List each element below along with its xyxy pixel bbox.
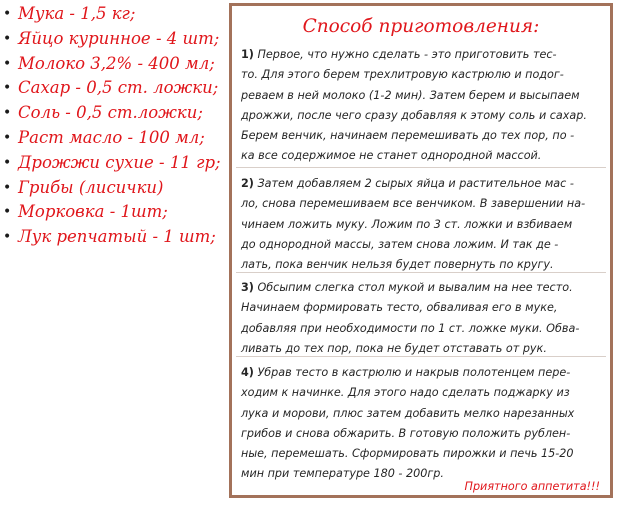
ingredient-text: Соль - 0,5 ст.ложки; [18,103,203,123]
ingredient-item [0,27,228,52]
step-line [241,174,607,194]
step-text: Обсыпим слегка стол мукой и вывалим на нее тесто. [257,281,573,294]
step-line: ходим к начинке. Для этого надо сделать поджарку из [241,386,570,400]
step-line: ные, перемешать. Сформировать пирожки и печь 15-20 [241,447,574,461]
step-line: до однородной массы, затем снова ложим. И так де - [241,237,559,251]
ingredient-item [0,151,228,176]
step-number: 2) [241,177,254,190]
bullet-icon: • [3,204,12,221]
step-line: добавляя при необходимости по 1 ст. ложке муки. Обва- [241,321,580,335]
recipe-step-2 [241,174,607,275]
step-divider [236,167,606,168]
ingredient-item [0,176,228,201]
ingredient-text: Яйцо куринное - 4 шт; [18,28,220,48]
ingredient-text: Мука - 1,5 кг; [18,4,136,23]
recipe-step-1 [241,45,607,167]
step-line: ливать до тех пор, пока не будет отставать от рук. [241,341,547,355]
step-line: ка все содержимое не станет однородной массой. [241,149,542,163]
ingredient-text: Лук репчатый - 1 шт; [18,227,216,247]
ingredient-item [0,225,228,250]
closing-wish: Приятного аппетита!!! [464,480,600,493]
step-line: ло, снова перемешиваем все венчиком. В завершении на- [241,197,586,211]
bullet-icon: • [3,105,12,122]
ingredients-list [0,2,228,250]
step-text: Убрав тесто в кастрюлю и накрыв полотенцем пере- [257,366,571,379]
step-line: Берем венчик, начинаем перемешивать до тех пор, по - [241,129,575,143]
recipe-card [229,3,613,498]
ingredient-text: Сахар - 0,5 ст. ложки; [18,78,219,98]
ingredient-item [0,76,228,101]
step-text: Затем добавляем 2 сырых яйца и растительное мас - [257,177,574,190]
step-line: мин при температуре 180 - 200гр. [241,467,444,481]
ingredient-item [0,101,228,126]
step-number: 3) [241,281,254,294]
ingredient-text: Молоко 3,2% - 400 мл; [18,53,215,73]
bullet-icon: • [3,30,12,47]
step-line [241,278,607,298]
step-divider [236,356,606,357]
bullet-icon: • [3,229,12,246]
ingredient-item [0,200,228,225]
ingredient-item [0,2,228,27]
step-line: то. Для этого берем трехлитровую кастрюлю и подог- [241,68,564,82]
step-line [241,45,607,65]
step-line: реваем в ней молоко (1-2 мин). Затем берем и высыпаем [241,88,580,102]
recipe-step-3 [241,278,607,359]
bullet-icon: • [3,6,12,22]
step-number: 4) [241,366,254,379]
ingredient-text: Грибы (лисички) [18,177,164,197]
bullet-icon: • [3,80,12,97]
step-divider [236,272,606,273]
bullet-icon: • [3,129,12,146]
ingredient-item [0,126,228,151]
bullet-icon: • [3,179,12,196]
step-line: лука и морови, плюс затем добавить мелко нарезанных [241,406,575,420]
recipe-step-4 [241,363,607,485]
ingredient-item [0,52,228,77]
recipe-title: Способ приготовления: [302,16,540,37]
step-line: лать, пока венчик нельзя будет повернуть по кругу. [241,258,554,272]
step-line: дрожжи, после чего сразу добавляя к этому соль и сахар. [241,108,587,122]
step-line: чинаем ложить муку. Ложим по 3 ст. ложки и взбиваем [241,217,573,231]
step-number: 1) [241,48,254,61]
ingredient-text: Морковка - 1шт; [18,202,168,222]
step-text: Первое, что нужно сделать - это приготовить тес- [257,48,557,61]
step-line: грибов и снова обжарить. В готовую положить рублен- [241,426,571,440]
step-line [241,363,607,383]
bullet-icon: • [3,154,12,171]
bullet-icon: • [3,55,12,72]
ingredient-text: Дрожжи сухие - 11 гр; [18,152,221,172]
ingredient-text: Раст масло - 100 мл; [18,127,205,147]
step-line: Начинаем формировать тесто, обваливая его в муке, [241,301,558,315]
